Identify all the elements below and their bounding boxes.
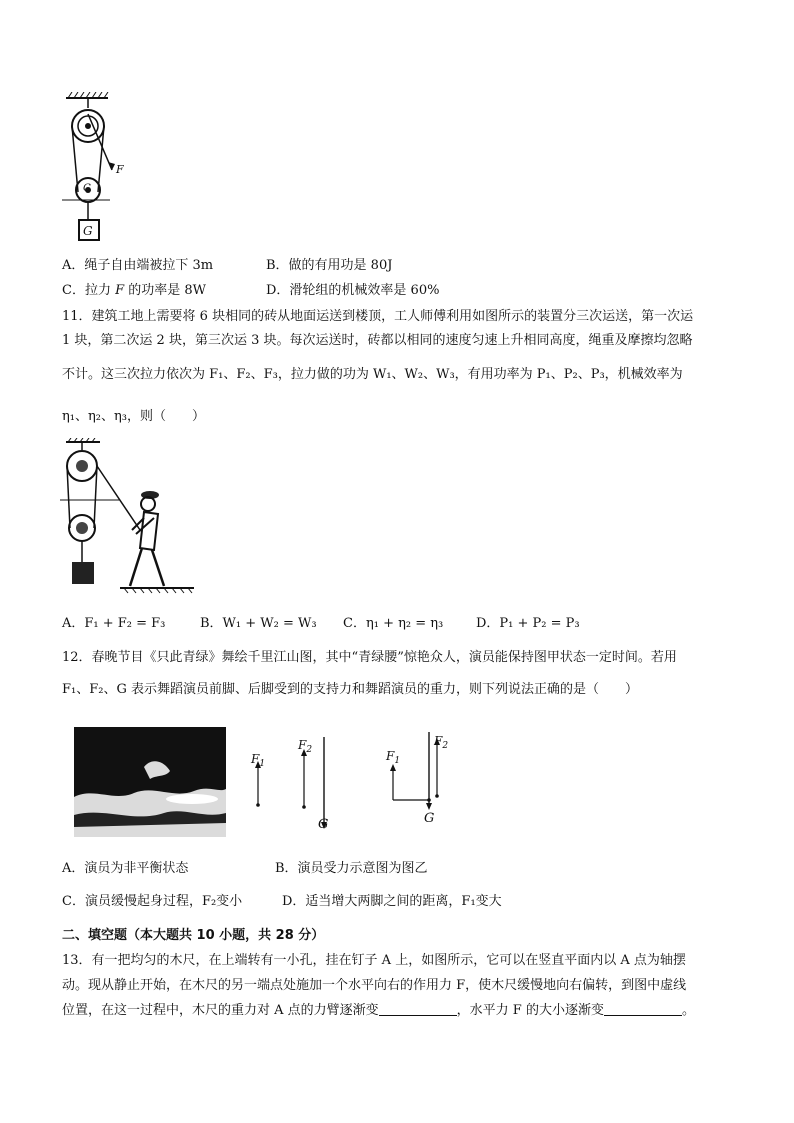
q13-stem-line1: 13．有一把均匀的木尺，在上端转有一小孔，挂在钉子 A 上，如图所示，它可以在竖直平面内以 A 点为轴摆 xyxy=(62,953,686,968)
q11-worker-pulley-figure xyxy=(60,438,200,603)
q12-option-b: B．演员受力示意图为图乙 xyxy=(275,861,428,876)
q12-dancer-photo xyxy=(74,727,226,837)
q10-pulley-figure xyxy=(60,92,140,247)
q10-option-b: B．做的有用功是 80J xyxy=(266,258,393,273)
q13-stem-line3: 位置，在这一过程中，木尺的重力对 A 点的力臂逐渐变 ，水平力 F 的大小逐渐变 。 xyxy=(62,1003,695,1018)
q11-stem-line3: 不计。这三次拉力依次为 F₁、F₂、F₃，拉力做的功为 W₁、W₂、W₃，有用功率为 P₁、P₂、P₃，机械效率为 xyxy=(62,367,683,382)
q11-stem-line2: 1 块，第二次运 2 块，第三次运 3 块。每次运送时，砖都以相同的速度匀速上升相同高度，绳重及摩擦均忽略 xyxy=(62,333,693,348)
q11-option-c: C．η₁ + η₂ = η₃ xyxy=(343,616,444,631)
q10-pulley-g-label: G xyxy=(83,183,91,194)
q11-option-b: B．W₁ + W₂ = W₃ xyxy=(200,616,317,631)
q12-b-g-label: G xyxy=(318,817,329,832)
q10-option-a: A．绳子自由端被拉下 3m xyxy=(62,258,214,273)
q10-force-label: F xyxy=(116,163,124,176)
q12-stem-line1: 12．春晚节目《只此青绿》舞绘千里江山图，其中“青绿腰”惊艳众人，演员能保持图甲状态一定时间。若用 xyxy=(62,650,677,665)
q12-option-d: D．适当增大两脚之间的距离，F₁变大 xyxy=(282,894,502,909)
q12-c-f1-label: $F_1$ xyxy=(386,749,401,766)
q11-stem-line4: η₁、η₂、η₃，则（ ） xyxy=(62,409,206,424)
q12-b-f2-label: $F_2$ xyxy=(298,738,313,755)
q13-stem-line2: 动。现从静止开始，在木尺的另一端点处施加一个水平向右的作用力 F，使木尺缓慢地向右偏转，到图中虚线 xyxy=(62,978,687,993)
q12-b-f1-label: $F_1$ xyxy=(251,752,266,769)
q12-stem-line2: F₁、F₂、G 表示舞蹈演员前脚、后脚受到的支持力和舞蹈演员的重力，则下列说法正确的是（ ） xyxy=(62,682,638,697)
q10-option-c: C．拉力 F 的功率是 8W xyxy=(62,283,207,298)
q11-option-d: D．P₁ + P₂ = P₃ xyxy=(476,616,580,631)
q12-c-f2-label: $F_2$ xyxy=(434,734,449,751)
q12-option-a: A．演员为非平衡状态 xyxy=(62,861,189,876)
q12-option-c: C．演员缓慢起身过程，F₂变小 xyxy=(62,894,243,909)
q11-stem-line1: 11．建筑工地上需要将 6 块相同的砖从地面运送到楼顶，工人师傅利用如图所示的装置分三次运送，第一次运 xyxy=(62,309,694,324)
section2-heading: 二、填空题（本大题共 10 小题，共 28 分） xyxy=(62,928,325,943)
q11-option-a: A．F₁ + F₂ = F₃ xyxy=(62,616,166,631)
q10-option-d: D．滑轮组的机械效率是 60% xyxy=(266,283,440,298)
q13-blank-1[interactable] xyxy=(379,1003,457,1016)
q10-weight-label: G xyxy=(83,224,93,238)
q12-c-g-label: G xyxy=(424,811,435,826)
q13-blank-2[interactable] xyxy=(604,1003,682,1016)
